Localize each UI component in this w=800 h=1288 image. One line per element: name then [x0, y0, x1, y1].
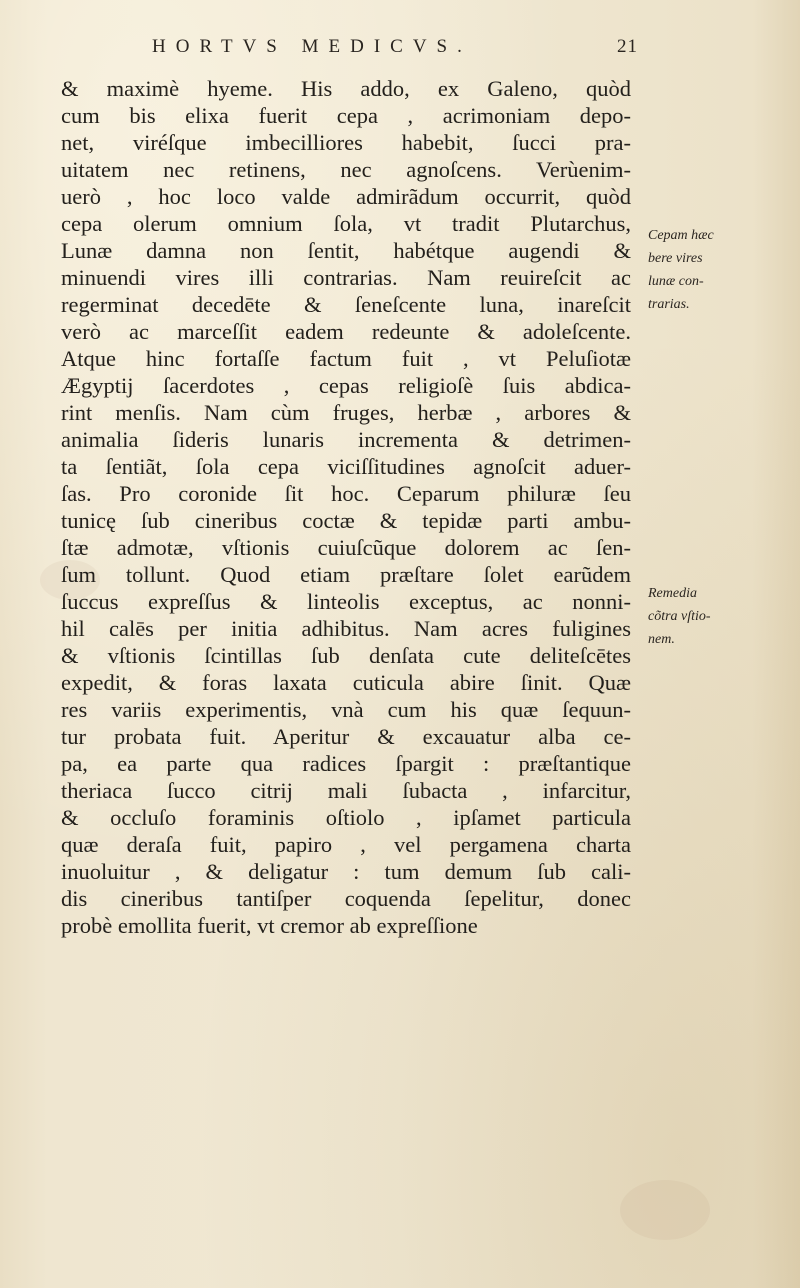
- text-line: pa, ea parte qua radices ſpargit : præſtantique: [61, 751, 631, 776]
- text-line: expedit, & foras laxata cuticula abire ſinit. Quæ: [61, 670, 631, 695]
- text-line: net, viréſque imbecilliores habebit, ſucci pra-: [61, 130, 631, 155]
- text-line: tur probata fuit. Aperitur & excauatur alba ce-: [61, 724, 631, 749]
- text-line: inuoluitur , & deligatur : tum demum ſub cali-: [61, 859, 631, 884]
- text-line: Lunæ damna non ſentit, habétque augendi &: [61, 238, 631, 263]
- text-line: ſtæ admotæ, vſtionis cuiuſcũque dolorem ac ſen-: [61, 535, 631, 560]
- running-head: HORTVS MEDICVS.: [152, 36, 472, 57]
- paper-stain: [620, 1180, 710, 1240]
- body-text: [61, 75, 631, 939]
- text-line: regerminat decedēte & ſeneſcente luna, inareſcit: [61, 292, 631, 317]
- page-number: 21: [617, 36, 638, 57]
- text-line: theriaca ſucco citrij mali ſubacta , infarcitur,: [61, 778, 631, 803]
- text-line: minuendi vires illi contrarias. Nam reuireſcit ac: [61, 265, 631, 290]
- margin-note-line: cõtra vſtio-: [648, 609, 711, 624]
- text-line: rint menſis. Nam cùm fruges, herbæ , arbores &: [61, 400, 631, 425]
- text-line: ſas. Pro coronide ſit hoc. Ceparum philuræ ſeu: [61, 481, 631, 506]
- text-line: uerò , hoc loco valde admirãdum occurrit, quòd: [61, 184, 631, 209]
- text-line: Atque hinc fortaſſe factum fuit , vt Peluſiotæ: [61, 346, 631, 371]
- text-line: uitatem nec retinens, nec agnoſcens. Verùenim-: [61, 157, 631, 182]
- text-line: animalia ſideris lunaris incrementa & detrimen-: [61, 427, 631, 452]
- text-line: probè emollita fuerit, vt cremor ab expreſſione: [61, 913, 478, 938]
- margin-note-line: lunæ con-: [648, 274, 704, 289]
- margin-note-line: nem.: [648, 632, 675, 647]
- margin-note-remedia: [648, 582, 766, 651]
- text-line: dis cineribus tantiſper coquenda ſepelitur, donec: [61, 886, 631, 911]
- margin-note-line: Cepam hæc: [648, 228, 714, 243]
- text-line: cepa olerum omnium ſola, vt tradit Plutarchus,: [61, 211, 631, 236]
- text-line: Ægyptij ſacerdotes , cepas religioſè ſuis abdica-: [61, 373, 631, 398]
- text-line: ſuccus expreſſus & linteolis exceptus, ac nonni-: [61, 589, 631, 614]
- text-line: & occluſo foraminis oſtiolo , ipſamet particula: [61, 805, 631, 830]
- text-line: cum bis elixa fuerit cepa , acrimoniam depo-: [61, 103, 631, 128]
- text-line: verò ac marceſſit eadem redeunte & adoleſcente.: [61, 319, 631, 344]
- text-line: ta ſentiãt, ſola cepa viciſſitudines agnoſcit aduer-: [61, 454, 631, 479]
- page-header: [152, 36, 638, 62]
- text-line: hil calēs per initia adhibitus. Nam acres fuligines: [61, 616, 631, 641]
- margin-note-line: bere vires: [648, 251, 703, 266]
- margin-note-line: trarias.: [648, 297, 690, 312]
- text-line: ſum tollunt. Quod etiam præſtare ſolet earũdem: [61, 562, 631, 587]
- text-line: quæ deraſa fuit, papiro , vel pergamena charta: [61, 832, 631, 857]
- margin-note-cepa: [648, 224, 766, 316]
- text-line: & vſtionis ſcintillas ſub denſata cute deliteſcētes: [61, 643, 631, 668]
- text-line: res variis experimentis, vnà cum his quæ ſequun-: [61, 697, 631, 722]
- text-line: & maximè hyeme. His addo, ex Galeno, quòd: [61, 76, 631, 101]
- text-line: tunicę ſub cineribus coctæ & tepidæ parti ambu-: [61, 508, 631, 533]
- margin-note-line: Remedia: [648, 586, 697, 601]
